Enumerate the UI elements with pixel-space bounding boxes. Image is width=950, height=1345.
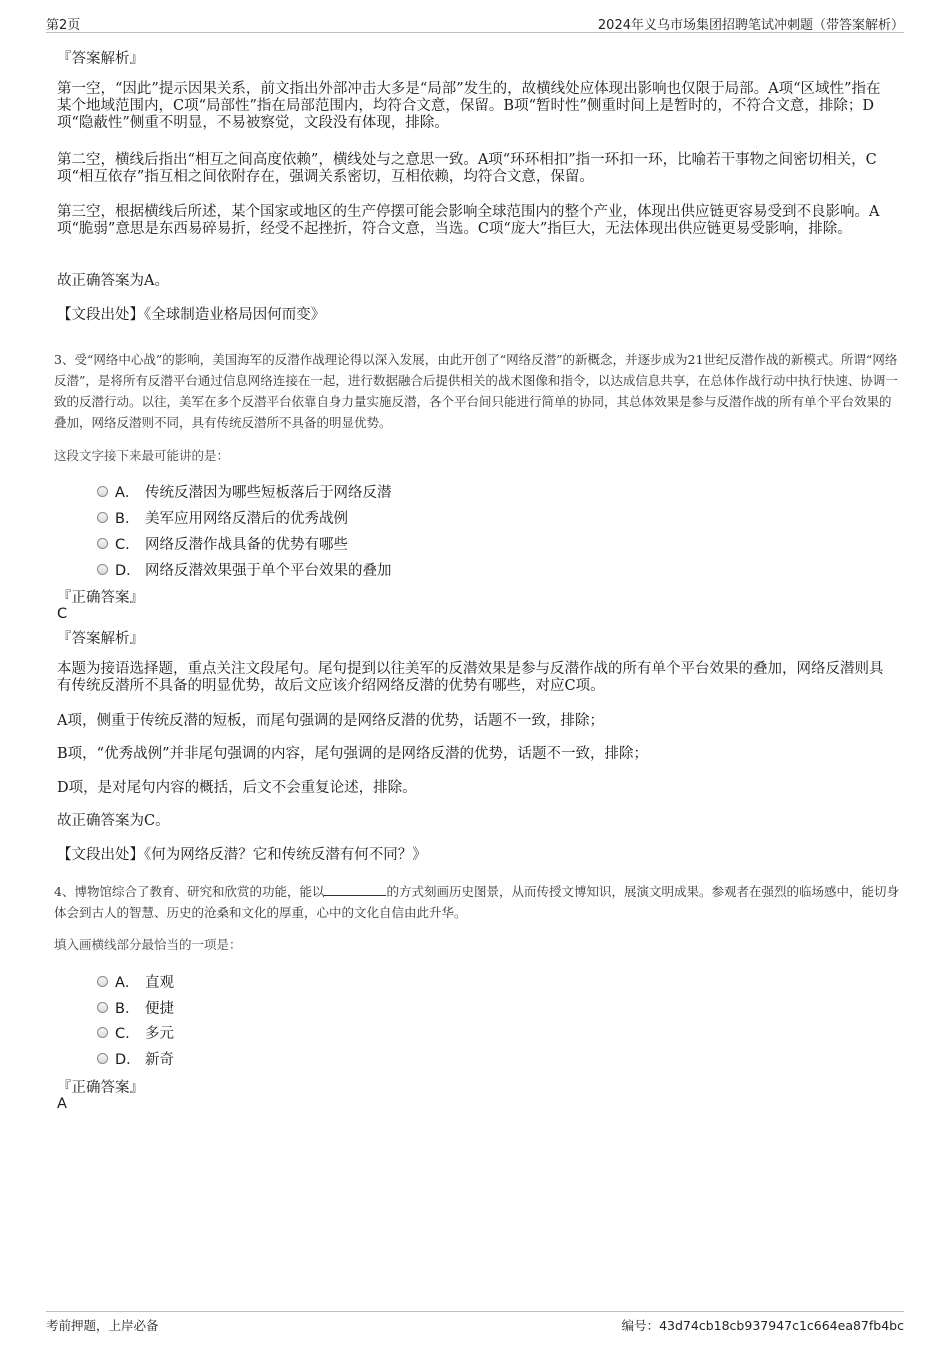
radio-button-icon[interactable] — [97, 1053, 108, 1064]
q4-question-text: 4、博物馆综合了教育、研究和欣赏的功能，能以 的方式刻画历史图景，从而传授文博知识，展演文明成果。参观者在强烈的临场感中，能切身体会到古人的智慧、历史的沧桑和文化的厚重，心中的文化自信由此升华。 — [54, 884, 899, 920]
radio-button-icon[interactable] — [97, 1027, 108, 1038]
document-code: 编号：43d74cb18cb937947c1c664ea87fb4bc — [621, 1318, 904, 1333]
page-number: 第2页 — [46, 18, 81, 33]
q2-analysis-p1: 第一空，“因此”提示因果关系，前文指出外部冲击大多是“局部”发生的，故横线处应体现出影响也仅限于局部。A项“区域性”指在某个地域范围内，C项“局部性”指在局部范围内，均符合文意，保留。B项“暂时性”侧重时间上是暂时的，不符合文意，排除；D项“隐蔽性”侧重不明显，不易被察觉，文段没有体现，排除。 — [57, 81, 881, 131]
q3-source: 【文段出处】《何为网络反潜？它和传统反潜有何不同？》 — [57, 847, 427, 863]
fill-blank — [324, 883, 386, 896]
q3-analysis-d: D项，是对尾句内容的概括，后文不会重复论述，排除。 — [57, 780, 417, 796]
q3-conclusion: 故正确答案为C。 — [57, 813, 170, 829]
q2-source: 【文段出处】《全球制造业格局因何而变》 — [57, 307, 326, 323]
q3-prompt: 这段文字接下来最可能讲的是： — [54, 448, 230, 463]
radio-button-icon[interactable] — [97, 486, 108, 497]
q3-correct-answer: C — [57, 606, 68, 622]
q3-analysis-label: 『答案解析』 — [57, 631, 144, 647]
radio-button-icon[interactable] — [97, 564, 108, 575]
q2-conclusion: 故正确答案为A。 — [57, 273, 169, 289]
radio-button-icon[interactable] — [97, 538, 108, 549]
page-footer — [46, 1311, 904, 1338]
q3-correct-label: 『正确答案』 — [57, 590, 144, 606]
q4-correct-label: 『正确答案』 — [57, 1080, 144, 1096]
q4-correct-answer: A — [57, 1096, 67, 1112]
q3-analysis-p1: 本题为接语选择题，重点关注文段尾句。尾句提到以往美军的反潜效果是参与反潜作战的所有单个平台效果的叠加，网络反潜则具有传统反潜所不具备的明显优势，故后文应该介绍网络反潜的优势有哪些，对应C项。 — [57, 661, 884, 694]
footer-slogan: 考前押题，上岸必备 — [46, 1318, 159, 1333]
q3-analysis-b: B项，“优秀战例”并非尾句强调的内容，尾句强调的是网络反潜的优势，话题不一致，排除； — [57, 746, 648, 762]
q3-question-text: 3、受“网络中心战”的影响，美国海军的反潜作战理论得以深入发展，由此开创了“网络反潜”的新概念，并逐步成为21世纪反潜作战的新模式。所谓“网络反潜”，是将所有反潜平台通过信息网络连接在一起，进行数据融合后提供相关的战术图像和指令，以达成信息共享，在总体作战行动中执行快速、协调一致的反潜行动。以往，美军在多个反潜平台依靠自身力量实施反潜，各个平台间只能进行简单的协同，其总体效果是参与反潜作战的所有单个平台效果的叠加，网络反潜则不同，具有传统反潜所不具备的明显优势。 — [54, 352, 898, 430]
document-title: 2024年义乌市场集团招聘笔试冲刺题（带答案解析） — [597, 18, 904, 33]
radio-button-icon[interactable] — [97, 1002, 108, 1013]
q2-analysis-p3: 第三空，根据横线后所述，某个国家或地区的生产停摆可能会影响全球范围内的整个产业，体现出供应链更容易受到不良影响。A项“脆弱”意思是东西易碎易折，经受不起挫折，符合文意，当选。C项“庞大”指巨大，无法体现出供应链更易受影响，排除。 — [57, 204, 880, 237]
radio-button-icon[interactable] — [97, 976, 108, 987]
q4-prompt: 填入画横线部分最恰当的一项是： — [54, 937, 242, 952]
q3-analysis-a: A项，侧重于传统反潜的短板，而尾句强调的是网络反潜的优势，话题不一致，排除； — [57, 713, 604, 729]
page-header — [46, 12, 904, 33]
q2-analysis-label: 『答案解析』 — [57, 51, 144, 67]
q2-analysis-p2: 第二空，横线后指出“相互之间高度依赖”，横线处与之意思一致。A项“环环相扣”指一环扣一环，比喻若干事物之间密切相关，C项“相互依存”指互相之间依附存在，强调关系密切，互相依赖，均符合文意，保留。 — [57, 152, 877, 185]
radio-button-icon[interactable] — [97, 512, 108, 523]
